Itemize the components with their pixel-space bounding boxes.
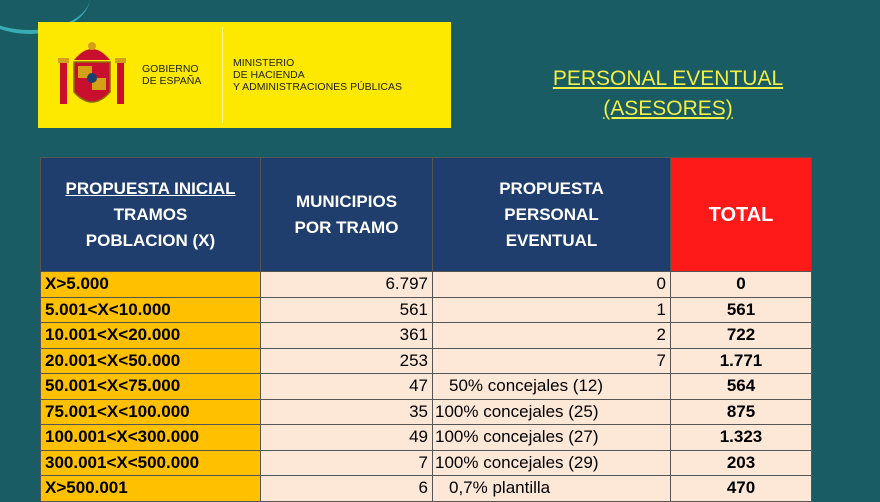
personal-eventual-table — [40, 157, 812, 502]
table-row — [41, 399, 812, 425]
cell-propuesta: 100% concejales (29) — [433, 450, 671, 476]
header-propuesta-line-2: PERSONAL — [504, 204, 599, 224]
min-line-3: Y ADMINISTRACIONES PÚBLICAS — [233, 81, 403, 93]
table-row — [41, 476, 812, 502]
cell-propuesta: 100% concejales (25) — [433, 399, 671, 425]
cell-propuesta: 0,7% plantilla — [433, 476, 671, 502]
cell-total: 0 — [671, 272, 812, 298]
banner-divider — [222, 27, 223, 123]
header-propuesta — [433, 158, 671, 272]
title-line-1: PERSONAL EVENTUAL — [552, 67, 784, 90]
government-banner — [38, 22, 451, 128]
cell-municipios: 561 — [261, 297, 433, 323]
header-total: TOTAL — [671, 158, 812, 272]
cell-propuesta: 50% concejales (12) — [433, 374, 671, 400]
cell-tramo: 100.001<X<300.000 — [41, 425, 261, 451]
gov-line-1: GOBIERNO — [142, 63, 199, 75]
table-row — [41, 374, 812, 400]
table-header-row — [41, 158, 812, 272]
cell-tramo: 5.001<X<10.000 — [41, 297, 261, 323]
min-line-1: MINISTERIO — [233, 57, 295, 69]
header-propuesta-line-1: PROPUESTA — [499, 178, 604, 198]
cell-total: 470 — [671, 476, 812, 502]
cell-municipios: 35 — [261, 399, 433, 425]
table-row — [41, 297, 812, 323]
header-municipios — [261, 158, 433, 272]
table-row — [41, 450, 812, 476]
cell-total: 203 — [671, 450, 812, 476]
cell-municipios: 47 — [261, 374, 433, 400]
cell-total: 1.323 — [671, 425, 812, 451]
cell-propuesta: 7 — [433, 348, 671, 374]
cell-total: 875 — [671, 399, 812, 425]
cell-tramo: 20.001<X<50.000 — [41, 348, 261, 374]
cell-tramo: 10.001<X<20.000 — [41, 323, 261, 349]
cell-municipios: 6.797 — [261, 272, 433, 298]
cell-municipios: 361 — [261, 323, 433, 349]
min-line-2: DE HACIENDA — [233, 69, 305, 81]
table-row — [41, 425, 812, 451]
cell-municipios: 7 — [261, 450, 433, 476]
cell-tramo: 300.001<X<500.000 — [41, 450, 261, 476]
cell-propuesta: 2 — [433, 323, 671, 349]
ministry-name — [233, 57, 402, 93]
cell-total: 1.771 — [671, 348, 812, 374]
header-tramos — [41, 158, 261, 272]
header-tramos-line-2: TRAMOS — [113, 204, 188, 224]
cell-tramo: X>500.001 — [41, 476, 261, 502]
header-municipios-line-2: POR TRAMO — [294, 217, 399, 237]
cell-municipios: 49 — [261, 425, 433, 451]
cell-total: 564 — [671, 374, 812, 400]
table-row — [41, 348, 812, 374]
header-municipios-line-1: MUNICIPIOS — [295, 191, 398, 211]
cell-propuesta: 1 — [433, 297, 671, 323]
cell-propuesta: 100% concejales (27) — [433, 425, 671, 451]
coat-of-arms-icon — [52, 30, 132, 120]
header-propuesta-line-3: EVENTUAL — [505, 230, 598, 250]
cell-total: 722 — [671, 323, 812, 349]
cell-tramo: 50.001<X<75.000 — [41, 374, 261, 400]
title-line-2: (ASESORES) — [603, 97, 733, 120]
cell-tramo: 75.001<X<100.000 — [41, 399, 261, 425]
cell-municipios: 253 — [261, 348, 433, 374]
cell-propuesta: 0 — [433, 272, 671, 298]
header-tramos-line-1: PROPUESTA INICIAL — [65, 178, 236, 198]
slide-title — [520, 64, 816, 124]
table-row — [41, 272, 812, 298]
cell-total: 561 — [671, 297, 812, 323]
table-row — [41, 323, 812, 349]
government-name — [142, 63, 212, 87]
header-tramos-line-3: POBLACION (X) — [85, 230, 216, 250]
cell-tramo: X>5.000 — [41, 272, 261, 298]
gov-line-2: DE ESPAÑA — [142, 75, 202, 87]
cell-municipios: 6 — [261, 476, 433, 502]
